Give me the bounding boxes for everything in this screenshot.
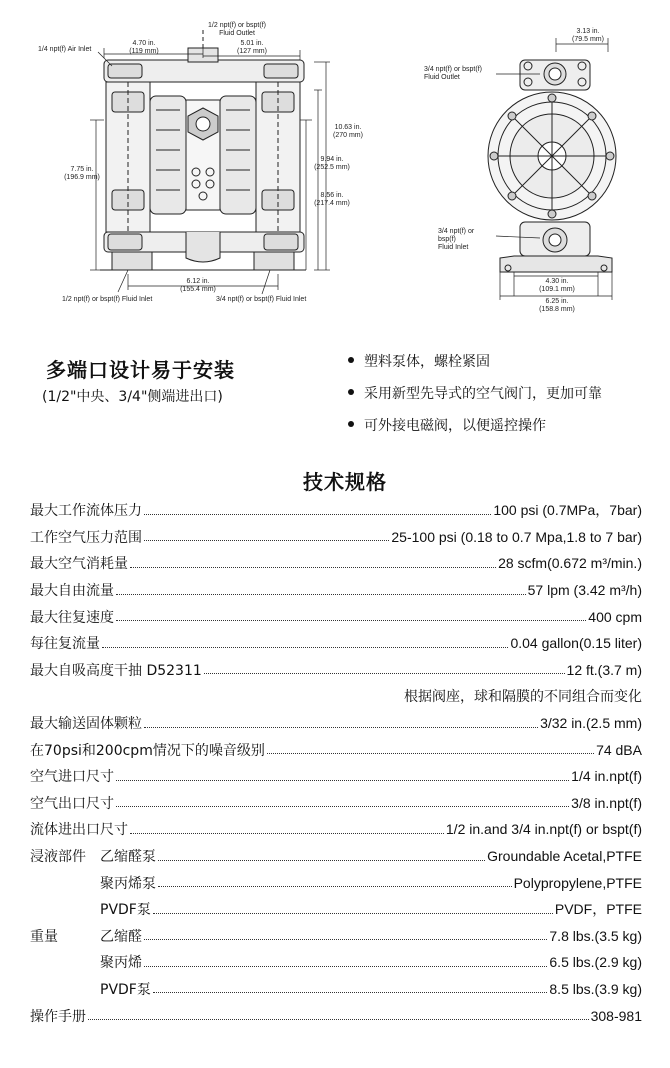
weight-row: 聚丙烯 6.5 lbs.(2.9 kg): [100, 954, 642, 972]
spec-row: 最大自由流量 57 lpm (3.42 m³/h): [30, 582, 642, 600]
bullet-dot-icon: [348, 357, 354, 363]
weight-row: PVDF泵 8.5 lbs.(3.9 kg): [100, 980, 642, 998]
spec-note-row: 根据阀座，球和隔膜的不同组合而变化: [404, 689, 642, 706]
fluid-inlet-right-label: 3/4 npt(f) or bspt(f) Fluid Inlet: [216, 296, 307, 303]
fluid-inlet-left-label: 1/2 npt(f) or bspt(f) Fluid Inlet: [62, 296, 153, 303]
feature-bullet: 可外接电磁阀，以便遥控操作: [348, 410, 602, 442]
spec-row: 最大输送固体颗粒 3/32 in.(2.5 mm): [30, 715, 642, 733]
manual-row: 操作手册 308-981: [30, 1007, 642, 1025]
dim-5-01-label: 5.01 in. (127 mm): [237, 40, 267, 55]
side-view-pump: [488, 60, 616, 272]
spec-row: 最大自吸高度干抽 D52311 12 ft.(3.7 m): [30, 661, 642, 679]
dim-6-25-label: 6.25 in. (158.8 mm): [539, 298, 575, 313]
feature-bullet-list: [348, 346, 602, 442]
dim-7-75-label: 7.75 in. (196.9 mm): [64, 166, 100, 181]
dim-3-13-label: 3.13 in. (79.5 mm): [572, 28, 604, 43]
dim-4-70-label: 4.70 in. (119 mm): [129, 40, 159, 55]
bullet-dot-icon: [348, 389, 354, 395]
dim-4-30-label: 4.30 in. (109.1 mm): [539, 278, 575, 293]
dim-8-56-label: 8.56 in. (217.4 mm): [314, 192, 350, 207]
spec-row: 最大工作流体压力 100 psi (0.7MPa，7bar): [30, 502, 642, 520]
spec-title: 技术规格: [303, 470, 387, 494]
bullet-dot-icon: [348, 421, 354, 427]
feature-bullet: 塑料泵体，螺栓紧固: [348, 346, 602, 378]
spec-row: 流体进出口尺寸 1/2 in.and 3/4 in.npt(f) or bspt(f): [30, 821, 642, 839]
side-fluid-outlet-label: 3/4 npt(f) or bspt(f) Fluid Outlet: [424, 66, 482, 81]
wetted-parts-row: 聚丙烯泵 Polypropylene,PTFE: [100, 874, 642, 892]
spec-row: 最大往复速度 400 cpm: [30, 608, 642, 626]
air-inlet-label: 1/4 npt(f) Air Inlet: [38, 46, 92, 53]
spec-row: 空气进口尺寸 1/4 in.npt(f): [30, 768, 642, 786]
wetted-parts-row: 浸液部件 乙缩醛泵 Groundable Acetal,PTFE: [30, 848, 642, 866]
side-fluid-inlet-label: 3/4 npt(f) or bsp(f) Fluid Inlet: [438, 228, 475, 251]
spec-row: 空气出口尺寸 3/8 in.npt(f): [30, 794, 642, 812]
feature-subtitle: (1/2"中央、3/4"侧端进出口): [42, 389, 223, 405]
dim-9-94-label: 9.94 in. (252.5 mm): [314, 156, 350, 171]
fluid-outlet-top-label: 1/2 npt(f) or bspt(f) Fluid Outlet: [208, 22, 266, 37]
dim-10-63-label: 10.63 in. (270 mm): [333, 124, 363, 139]
wetted-parts-label: 浸液部件: [30, 849, 86, 866]
feature-title: 多端口设计易于安装: [46, 358, 235, 382]
spec-row: 工作空气压力范围 25-100 psi (0.18 to 0.7 Mpa,1.8 to 7 bar): [30, 528, 642, 546]
spec-row: 在70psi和200cpm情况下的噪音级别 74 dBA: [30, 741, 642, 759]
spec-row: 最大空气消耗量 28 scfm(0.672 m³/min.): [30, 555, 642, 573]
spec-table: [30, 497, 642, 1029]
dim-6-12-label: 6.12 in. (155.4 mm): [180, 278, 216, 293]
pump-dimension-drawing: [0, 0, 670, 330]
weight-row: 重量 乙缩醛 7.8 lbs.(3.5 kg): [30, 927, 642, 945]
front-view-pump: [100, 30, 306, 270]
feature-bullet: 采用新型先导式的空气阀门，更加可靠: [348, 378, 602, 410]
spec-row: 每往复流量 0.04 gallon(0.15 liter): [30, 635, 642, 653]
wetted-parts-row: PVDF泵 PVDF，PTFE: [100, 901, 642, 919]
weight-label: 重量: [30, 928, 58, 945]
